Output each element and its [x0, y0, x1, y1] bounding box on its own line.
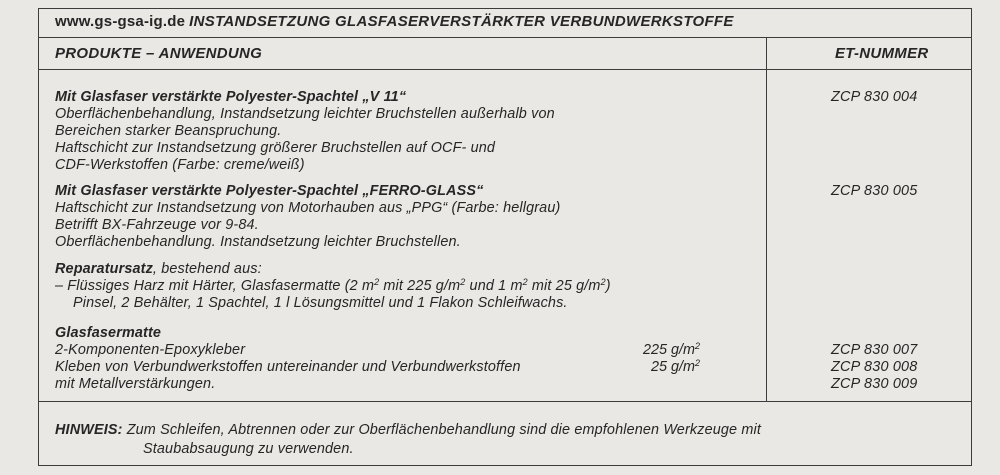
entry-line: Pinsel, 2 Behälter, 1 Spachtel, 1 l Lösungsmittel und 1 Flakon Schleifwachs. [73, 295, 568, 311]
entry-line: Oberflächenbehandlung, Instandsetzung leichter Bruchstellen außerhalb von [55, 106, 555, 122]
part-number: ZCP 830 007 [831, 342, 918, 358]
part-number: ZCP 830 009 [831, 376, 918, 392]
part-number: ZCP 830 005 [831, 183, 918, 199]
column-header-part-number: ET-NUMMER [835, 45, 929, 62]
divider [39, 37, 971, 38]
part-number: ZCP 830 008 [831, 359, 918, 375]
entry-line: mit Metallverstärkungen. [55, 376, 216, 392]
entry-heading: Mit Glasfaser verstärkte Polyester-Spachtel „V 11“ [55, 89, 407, 105]
entry-heading: Reparatursatz [55, 261, 153, 277]
column-header-products: PRODUKTE – ANWENDUNG [55, 45, 263, 62]
website-url: www.gs-gsa-ig.de [55, 13, 186, 30]
entry-line: – Flüssiges Harz mit Härter, Glasfasermatte (2 $m^2$ mit 225 $g/m^2$ und 1 $m^2$ mit 25 $g/m^2$) [55, 277, 611, 294]
entry-line: Betrifft BX-Fahrzeuge vor 9-84. [55, 217, 259, 233]
entry-line: CDF-Werkstoffen (Farbe: creme/weiß) [55, 157, 305, 173]
column-divider [766, 37, 767, 401]
divider [39, 401, 971, 402]
entry-line: Bereichen starker Beanspruchung. [55, 123, 282, 139]
entry-heading-line [55, 261, 611, 278]
part-number: ZCP 830 004 [831, 89, 918, 105]
entry-line: Kleben von Verbundwerkstoffen untereinander und Verbundwerkstoffen [55, 359, 521, 375]
document-title [55, 13, 734, 30]
entry-line: Oberflächenbehandlung. Instandsetzung leichter Bruchstellen. [55, 234, 461, 250]
mat-weight: 225 $g/m^2$ [643, 341, 701, 358]
divider [39, 69, 971, 70]
entry-glass-fibre-mat [55, 325, 521, 393]
note [55, 421, 761, 459]
entry-v11 [55, 89, 555, 174]
table-frame [38, 8, 972, 466]
entry-ferro-glass [55, 183, 560, 251]
entry-line: Haftschicht zur Instandsetzung größerer Bruchstellen auf OCF- und [55, 140, 496, 156]
title-text: INSTANDSETZUNG GLASFASERVERSTÄRKTER VERBUNDWERKSTOFFE [189, 13, 734, 30]
entry-line: Haftschicht zur Instandsetzung von Motorhauben aus „PPG“ (Farbe: hellgrau) [55, 200, 561, 216]
entry-heading: Mit Glasfaser verstärkte Polyester-Spachtel „FERRO-GLASS“ [55, 183, 484, 199]
entry-heading-suffix: , bestehend aus: [152, 261, 262, 277]
note-label: HINWEIS: [55, 422, 123, 438]
note-text: Zum Schleifen, Abtrennen oder zur Oberflächenbehandlung sind die empfohlenen Werkzeuge mit [122, 422, 761, 438]
entry-line: 2-Komponenten-Epoxykleber [55, 342, 246, 358]
note-text-continued: Staubabsaugung zu verwenden. [143, 441, 354, 457]
mat-weight: 25 $g/m^2$ [651, 358, 701, 375]
entry-heading: Glasfasermatte [55, 325, 162, 341]
entry-repair-kit [55, 261, 611, 312]
